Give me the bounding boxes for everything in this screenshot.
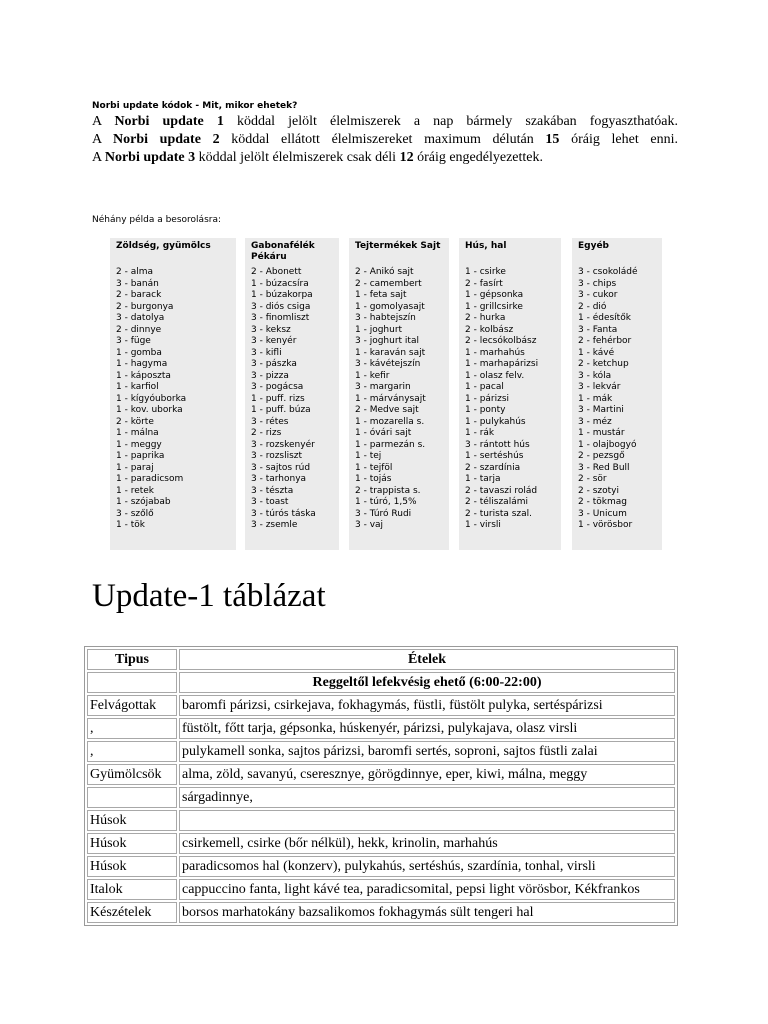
category-columns (0, 238, 768, 550)
list-item: 1 - grillcsirke (465, 301, 523, 312)
intro-line-3 (92, 149, 678, 167)
type-cell: Italok (87, 879, 177, 900)
list-item: 3 - Red Bull (578, 462, 630, 473)
type-cell: Húsok (87, 833, 177, 854)
list-item: 2 - Anikó sajt (355, 267, 414, 277)
list-item: 1 - pulykahús (465, 416, 526, 427)
list-item: 3 - margarin (355, 382, 411, 392)
list-item: 2 - burgonya (116, 301, 174, 312)
list-item: 1 - mák (578, 393, 613, 404)
list-item: 1 - búzakorpa (251, 290, 313, 300)
list-item: 3 - tészta (251, 485, 294, 496)
hour: 12 (399, 150, 414, 165)
list-item: 1 - túró, 1,5% (355, 497, 417, 507)
list-item: 3 - tarhonya (251, 474, 307, 484)
list-item: 1 - rák (465, 428, 495, 438)
list-item: 1 - vörösbor (578, 520, 633, 530)
list-item: 3 - finomliszt (251, 313, 310, 323)
column-zoldseg (110, 238, 236, 550)
list-item: 3 - Unicum (578, 508, 627, 519)
list-item: 1 - meggy (116, 439, 162, 450)
list-item: 3 - füge (116, 336, 151, 346)
column-header: Egyéb (578, 241, 610, 251)
table-row (87, 718, 675, 739)
list-item: 1 - retek (116, 485, 155, 496)
list-item: 1 - tök (116, 520, 145, 530)
list-item: 3 - rozsliszt (251, 451, 303, 461)
text: A (92, 150, 105, 165)
type-cell: Húsok (87, 856, 177, 877)
table-row (87, 695, 675, 716)
list-item: 1 - búzacsíra (251, 278, 309, 289)
type-cell (87, 787, 177, 808)
list-item: 2 - sör (578, 474, 607, 484)
list-item: 1 - gomolyasajt (355, 301, 425, 312)
list-item: 2 - dió (578, 301, 607, 312)
column-items (349, 267, 449, 532)
list-item: 1 - puff. rizs (251, 393, 305, 404)
list-item: 1 - márványsajt (355, 393, 426, 404)
list-item: 3 - chips (578, 278, 617, 289)
column-gabona (245, 238, 339, 550)
table-header-row (87, 649, 675, 670)
list-item: 1 - édesítők (578, 313, 631, 323)
list-item: 3 - sajtos rúd (251, 462, 311, 473)
list-item: 1 - szójabab (116, 497, 171, 507)
list-item: 3 - kávétejszín (355, 359, 421, 369)
section-title: Update-1 táblázat (92, 578, 326, 614)
list-item: 1 - mozarella s. (355, 416, 425, 427)
list-item: 1 - marhahús (465, 347, 525, 358)
list-item: 3 - kifli (251, 347, 282, 358)
type-cell: , (87, 718, 177, 739)
type-cell: , (87, 741, 177, 762)
text: köddal ellátott élelmiszereket maximum délután (219, 132, 546, 147)
column-header: Gabonafélék Pékáru (251, 241, 315, 262)
type-cell: Gyümölcsök (87, 764, 177, 785)
list-item: 1 - tej (355, 451, 382, 461)
list-item: 2 - Abonett (251, 267, 302, 277)
list-item: 3 - diós csiga (251, 301, 311, 312)
table-row (87, 856, 675, 877)
list-item: 3 - túrós táska (251, 508, 316, 519)
time-range: Reggeltől lefekvésig ehető (6:00-22:00) (179, 672, 675, 693)
list-item: 1 - ponty (465, 405, 506, 415)
type-cell: Készételek (87, 902, 177, 923)
list-item: 2 - kolbász (465, 324, 514, 335)
list-item: 3 - kóla (578, 370, 612, 381)
list-item: 1 - gépsonka (465, 290, 524, 300)
table-row (87, 810, 675, 831)
list-item: 2 - dinnye (116, 324, 162, 335)
food-cell: baromfi párizsi, csirkejava, fokhagymás, füstli, füstölt pulyka, sertéspárizsi (179, 695, 675, 716)
list-item: 2 - fehérbor (578, 336, 632, 346)
table-row (87, 833, 675, 854)
list-item: 2 - szardínia (465, 462, 521, 473)
list-item: 1 - virsli (465, 520, 501, 530)
text: köddal jelölt élelmiszerek csak déli (195, 150, 400, 165)
header-type: Tipus (87, 649, 177, 670)
list-item: 3 - Fanta (578, 324, 618, 335)
list-item: 2 - ketchup (578, 359, 629, 369)
text: A (92, 132, 114, 147)
list-item: 1 - parmezán s. (355, 439, 426, 450)
list-item: 3 - szőlő (116, 508, 154, 519)
column-hus-hal (459, 238, 561, 550)
list-item: 3 - toast (251, 497, 289, 507)
examples-label: Néhány példa a besorolásra: (92, 215, 222, 225)
column-items (245, 267, 339, 532)
list-item: 1 - párizsi (465, 393, 510, 404)
list-item: 3 - datolya (116, 313, 165, 323)
intro-line-2 (92, 131, 678, 149)
food-cell (179, 810, 675, 831)
intro-paragraph (92, 113, 678, 167)
food-cell: borsos marhatokány bazsalikomos fokhagymás sült tengeri hal (179, 902, 675, 923)
list-item: 1 - kígyóuborka (116, 393, 187, 404)
list-item: 1 - karfiol (116, 382, 159, 392)
list-item: 1 - puff. búza (251, 405, 311, 415)
update-1-table (84, 646, 678, 926)
list-item: 3 - keksz (251, 324, 291, 335)
type-cell: Húsok (87, 810, 177, 831)
list-item: 1 - marhapárizsi (465, 359, 539, 369)
empty-cell (87, 672, 177, 693)
list-item: 3 - Martini (578, 405, 624, 415)
list-item: 3 - méz (578, 416, 612, 427)
list-item: 2 - alma (116, 267, 153, 277)
list-item: 1 - paraj (116, 462, 154, 473)
column-items (110, 267, 236, 532)
hour: 15 (545, 132, 560, 147)
list-item: 1 - káposzta (116, 370, 171, 381)
list-item: 1 - kov. uborka (116, 405, 183, 415)
list-item: 2 - rizs (251, 428, 282, 438)
column-egyeb (572, 238, 662, 550)
update-code: Norbi update 1 (114, 114, 224, 129)
text: köddal jelölt élelmiszerek a nap bármely szakában fogyaszthatóak. (223, 114, 679, 129)
text: óráig engedélyezettek. (413, 150, 543, 165)
list-item: 3 - lekvár (578, 382, 621, 392)
list-item: 1 - paprika (116, 451, 165, 461)
list-item: 3 - cukor (578, 290, 618, 300)
list-item: 1 - óvári sajt (355, 428, 412, 438)
column-tejtermekek (349, 238, 449, 550)
list-item: 1 - kefir (355, 370, 390, 381)
list-item: 1 - tojás (355, 474, 392, 484)
table-row (87, 741, 675, 762)
intro-line-1 (92, 113, 678, 131)
list-item: 3 - pogácsa (251, 382, 304, 392)
list-item: 3 - banán (116, 278, 159, 289)
column-items (459, 267, 561, 532)
list-item: 3 - vaj (355, 520, 384, 530)
table-subheader-row (87, 672, 675, 693)
list-item: 2 - téliszalámi (465, 497, 528, 507)
food-cell: füstölt, főtt tarja, gépsonka, húskenyér, párizsi, pulykajava, olasz virsli (179, 718, 675, 739)
list-item: 2 - trappista s. (355, 485, 421, 496)
text: A (92, 114, 115, 129)
list-item: 1 - sertéshús (465, 451, 524, 461)
list-item: 2 - barack (116, 290, 162, 300)
list-item: 1 - feta sajt (355, 290, 407, 300)
list-item: 2 - Medve sajt (355, 405, 419, 415)
list-item: 1 - csirke (465, 267, 506, 277)
list-item: 3 - Túró Rudi (355, 508, 412, 519)
table-row (87, 902, 675, 923)
list-item: 3 - pászka (251, 359, 297, 369)
update-code: Norbi update 2 (113, 132, 220, 147)
list-item: 1 - tarja (465, 474, 501, 484)
list-item: 3 - joghurt ital (355, 336, 419, 346)
food-cell: alma, zöld, savanyú, cseresznye, görögdinnye, eper, kiwi, málna, meggy (179, 764, 675, 785)
list-item: 1 - joghurt (355, 324, 403, 335)
list-item: 3 - pizza (251, 370, 289, 381)
table-row (87, 879, 675, 900)
column-header: Zöldség, gyümölcs (116, 241, 211, 251)
list-item: 2 - tökmag (578, 497, 627, 507)
list-item: 1 - olasz felv. (465, 370, 525, 381)
header-food: Ételek (179, 649, 675, 670)
list-item: 3 - kenyér (251, 336, 297, 346)
list-item: 1 - karaván sajt (355, 347, 426, 358)
list-item: 1 - tejföl (355, 462, 393, 473)
list-item: 1 - gomba (116, 347, 162, 358)
list-item: 1 - mustár (578, 428, 625, 438)
list-item: 3 - rántott hús (465, 439, 530, 450)
list-item: 1 - málna (116, 428, 159, 438)
food-cell: sárgadinnye, (179, 787, 675, 808)
column-items (572, 267, 662, 532)
list-item: 3 - rétes (251, 416, 289, 427)
food-cell: cappuccino fanta, light kávé tea, paradicsomital, pepsi light vörösbor, Kékfrankos (179, 879, 675, 900)
list-item: 2 - turista szal. (465, 508, 533, 519)
table-row (87, 764, 675, 785)
column-header: Tejtermékek Sajt (355, 241, 441, 251)
food-cell: paradicsomos hal (konzerv), pulykahús, sertéshús, szardínia, tonhal, virsli (179, 856, 675, 877)
update-code: Norbi update 3 (104, 150, 196, 165)
table-row (87, 787, 675, 808)
list-item: 2 - hurka (465, 313, 506, 323)
list-item: 1 - olajbogyó (578, 439, 637, 450)
list-item: 1 - pacal (465, 382, 504, 392)
list-item: 2 - tavaszi rolád (465, 485, 538, 496)
list-item: 3 - csokoládé (578, 267, 638, 277)
document-subtitle: Norbi update kódok - Mit, mikor ehetek? (92, 101, 298, 111)
food-cell: csirkemell, csirke (bőr nélkül), hekk, krinolin, marhahús (179, 833, 675, 854)
list-item: 3 - habtejszín (355, 313, 416, 323)
list-item: 2 - fasírt (465, 278, 503, 289)
list-item: 1 - kávé (578, 347, 615, 358)
food-cell: pulykamell sonka, sajtos párizsi, baromfi sertés, soproni, sajtos füstli zalai (179, 741, 675, 762)
column-header: Hús, hal (465, 241, 507, 251)
list-item: 2 - pezsgő (578, 451, 625, 461)
type-cell: Felvágottak (87, 695, 177, 716)
list-item: 2 - szotyi (578, 485, 619, 496)
list-item: 2 - körte (116, 416, 154, 427)
list-item: 2 - camembert (355, 278, 422, 289)
list-item: 1 - hagyma (116, 359, 168, 369)
list-item: 3 - rozskenyér (251, 439, 315, 450)
list-item: 2 - lecsókolbász (465, 336, 537, 346)
list-item: 3 - zsemle (251, 520, 298, 530)
list-item: 1 - paradicsom (116, 474, 184, 484)
text: óráig lehet enni. (559, 132, 679, 147)
